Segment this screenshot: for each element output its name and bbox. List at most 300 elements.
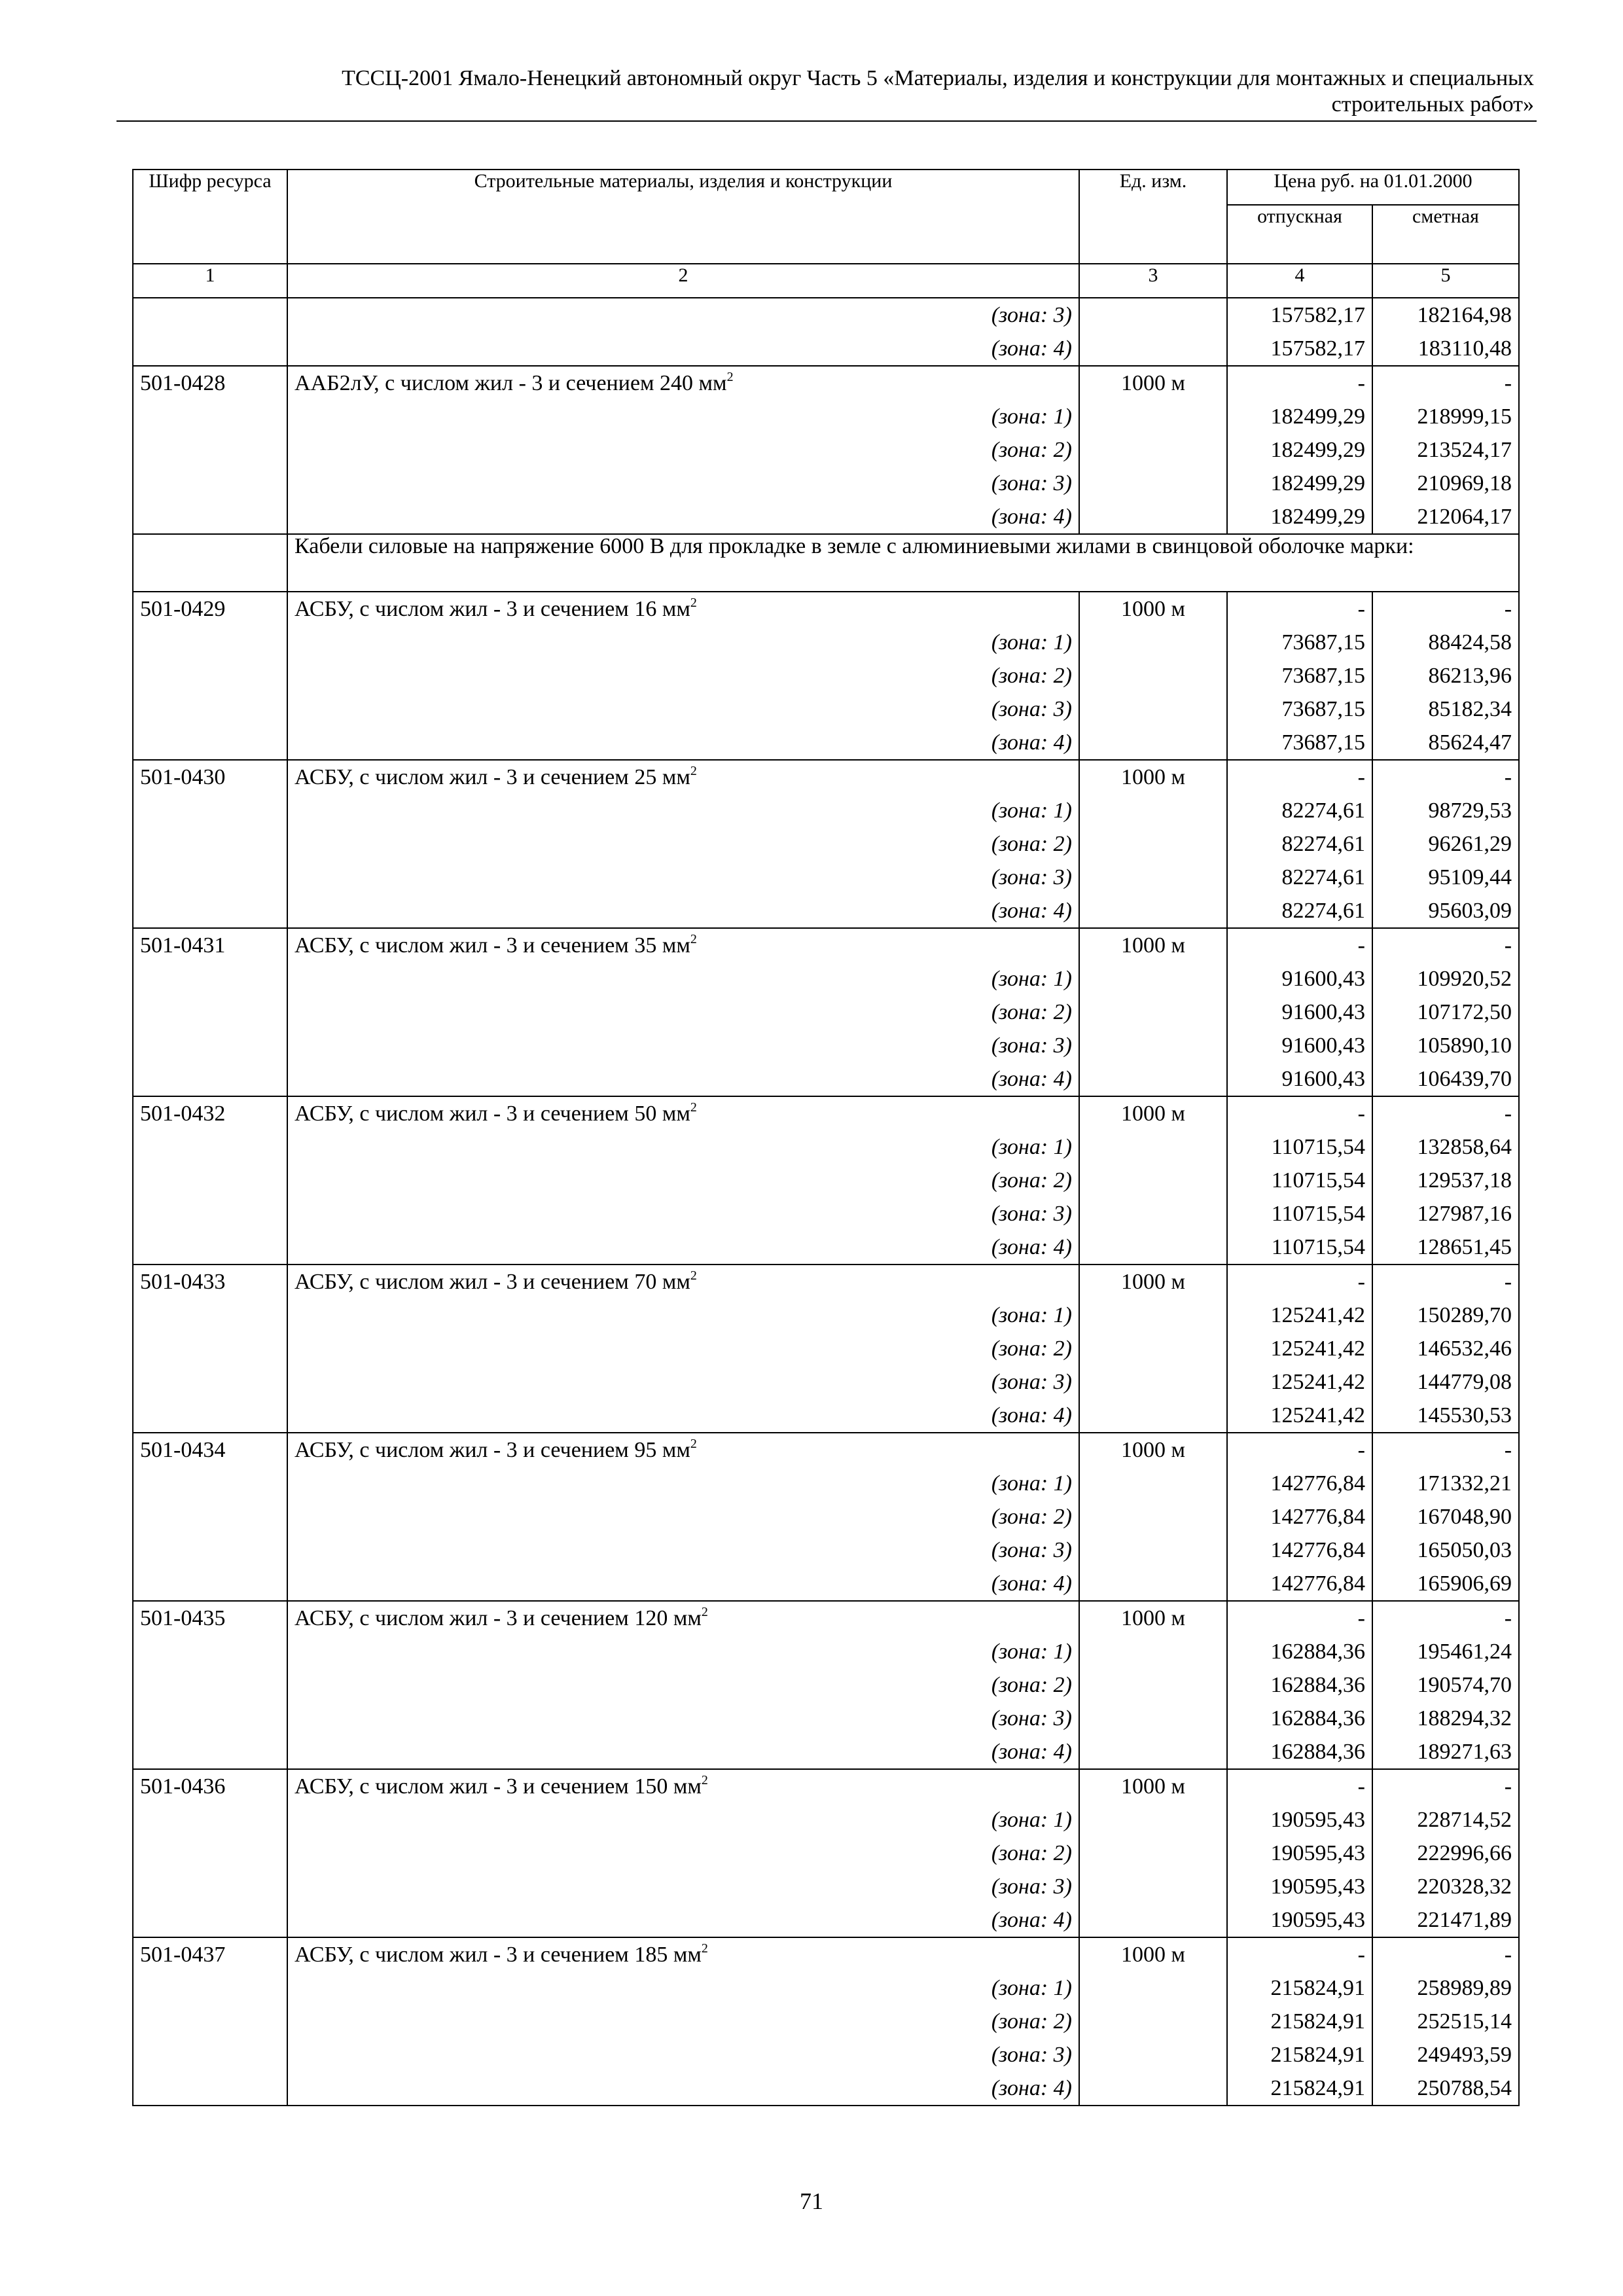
row-estimate-price: 252515,14 bbox=[1372, 2005, 1519, 2038]
row-code bbox=[133, 626, 287, 659]
row-code bbox=[133, 1803, 287, 1837]
row-release-price: 125241,42 bbox=[1227, 1365, 1372, 1399]
row-release-price: 110715,54 bbox=[1227, 1130, 1372, 1164]
table-row bbox=[133, 2005, 1519, 2038]
row-release-price: 190595,43 bbox=[1227, 1803, 1372, 1837]
row-estimate-price: 258989,89 bbox=[1372, 1971, 1519, 2005]
row-unit bbox=[1079, 1971, 1227, 2005]
row-unit bbox=[1079, 433, 1227, 467]
item-unit: 1000 м bbox=[1079, 928, 1227, 962]
item-name-text: АСБУ, с числом жил - 3 и сечением 70 мм bbox=[294, 1270, 690, 1294]
row-unit bbox=[1079, 1903, 1227, 1937]
row-zone: (зона: 3) bbox=[287, 1197, 1079, 1230]
item-name-superscript: 2 bbox=[690, 1437, 697, 1451]
row-unit bbox=[1079, 1467, 1227, 1500]
item-code: 501-0429 bbox=[133, 592, 287, 626]
item-code: 501-0435 bbox=[133, 1601, 287, 1635]
row-release-price: 73687,15 bbox=[1227, 626, 1372, 659]
row-zone: (зона: 4) bbox=[287, 2072, 1079, 2106]
table-row bbox=[133, 1567, 1519, 1601]
row-code bbox=[133, 1735, 287, 1769]
row-estimate-price: 105890,10 bbox=[1372, 1029, 1519, 1062]
row-code bbox=[133, 827, 287, 861]
row-zone: (зона: 2) bbox=[287, 1164, 1079, 1197]
table-row-item bbox=[133, 592, 1519, 626]
row-zone: (зона: 1) bbox=[287, 794, 1079, 827]
row-zone: (зона: 4) bbox=[287, 1399, 1079, 1433]
item-name-superscript: 2 bbox=[690, 764, 697, 778]
item-release-price: - bbox=[1227, 1096, 1372, 1130]
row-estimate-price: 150289,70 bbox=[1372, 1299, 1519, 1332]
item-name-superscript: 2 bbox=[690, 1100, 697, 1115]
table-row bbox=[133, 1870, 1519, 1903]
item-name-text: АСБУ, с числом жил - 3 и сечением 150 мм bbox=[294, 1774, 702, 1799]
running-header-line-2: строительных работ» bbox=[1331, 92, 1534, 117]
row-unit bbox=[1079, 332, 1227, 366]
table-row bbox=[133, 1467, 1519, 1500]
row-unit bbox=[1079, 1500, 1227, 1534]
row-code bbox=[133, 1332, 287, 1365]
item-release-price: - bbox=[1227, 1769, 1372, 1803]
item-release-price: - bbox=[1227, 928, 1372, 962]
row-estimate-price: 220328,32 bbox=[1372, 1870, 1519, 1903]
row-zone: (зона: 4) bbox=[287, 1062, 1079, 1096]
row-zone: (зона: 2) bbox=[287, 827, 1079, 861]
row-code bbox=[133, 1500, 287, 1534]
row-code bbox=[133, 1870, 287, 1903]
row-code bbox=[133, 1702, 287, 1735]
table-row-item bbox=[133, 928, 1519, 962]
item-release-price: - bbox=[1227, 1265, 1372, 1299]
row-release-price: 110715,54 bbox=[1227, 1197, 1372, 1230]
row-estimate-price: 129537,18 bbox=[1372, 1164, 1519, 1197]
row-zone: (зона: 3) bbox=[287, 1534, 1079, 1567]
row-release-price: 190595,43 bbox=[1227, 1903, 1372, 1937]
row-code bbox=[133, 1062, 287, 1096]
row-estimate-price: 146532,46 bbox=[1372, 1332, 1519, 1365]
page-number: 71 bbox=[800, 2188, 823, 2214]
item-release-price: - bbox=[1227, 366, 1372, 400]
row-zone: (зона: 1) bbox=[287, 400, 1079, 433]
col-header-code: Шифр ресурса bbox=[133, 170, 287, 264]
row-estimate-price: 189271,63 bbox=[1372, 1735, 1519, 1769]
row-unit bbox=[1079, 996, 1227, 1029]
item-unit: 1000 м bbox=[1079, 366, 1227, 400]
row-unit bbox=[1079, 1534, 1227, 1567]
item-unit: 1000 м bbox=[1079, 592, 1227, 626]
row-unit bbox=[1079, 1870, 1227, 1903]
col-number-4: 4 bbox=[1227, 264, 1372, 298]
row-zone: (зона: 2) bbox=[287, 433, 1079, 467]
item-name-text: АСБУ, с числом жил - 3 и сечением 95 мм bbox=[294, 1438, 690, 1462]
row-estimate-price: 195461,24 bbox=[1372, 1635, 1519, 1668]
item-name-text: АСБУ, с числом жил - 3 и сечением 25 мм bbox=[294, 765, 690, 789]
table-row bbox=[133, 1500, 1519, 1534]
item-name-superscript: 2 bbox=[690, 596, 697, 610]
row-zone: (зона: 3) bbox=[287, 1870, 1079, 1903]
row-unit bbox=[1079, 1635, 1227, 1668]
row-zone: (зона: 2) bbox=[287, 1668, 1079, 1702]
item-code: 501-0432 bbox=[133, 1096, 287, 1130]
row-estimate-price: 109920,52 bbox=[1372, 962, 1519, 996]
table-row bbox=[133, 1230, 1519, 1265]
item-name bbox=[287, 1601, 1079, 1635]
item-estimate-price: - bbox=[1372, 760, 1519, 794]
row-unit bbox=[1079, 1197, 1227, 1230]
row-estimate-price: 96261,29 bbox=[1372, 827, 1519, 861]
table-row bbox=[133, 726, 1519, 760]
item-release-price: - bbox=[1227, 1937, 1372, 1971]
row-code bbox=[133, 1365, 287, 1399]
table-row bbox=[133, 1299, 1519, 1332]
row-code bbox=[133, 1130, 287, 1164]
row-code bbox=[133, 861, 287, 894]
row-release-price: 182499,29 bbox=[1227, 433, 1372, 467]
row-unit bbox=[1079, 1803, 1227, 1837]
col-number-3: 3 bbox=[1079, 264, 1227, 298]
row-unit bbox=[1079, 962, 1227, 996]
row-zone: (зона: 3) bbox=[287, 2038, 1079, 2072]
row-release-price: 215824,91 bbox=[1227, 2038, 1372, 2072]
item-release-price: - bbox=[1227, 760, 1372, 794]
row-zone: (зона: 3) bbox=[287, 692, 1079, 726]
row-release-price: 73687,15 bbox=[1227, 692, 1372, 726]
table-row bbox=[133, 1668, 1519, 1702]
row-release-price: 215824,91 bbox=[1227, 2005, 1372, 2038]
row-unit bbox=[1079, 467, 1227, 500]
row-code bbox=[133, 1971, 287, 2005]
row-estimate-price: 128651,45 bbox=[1372, 1230, 1519, 1265]
row-zone: (зона: 2) bbox=[287, 1837, 1079, 1870]
row-release-price: 125241,42 bbox=[1227, 1332, 1372, 1365]
row-code bbox=[133, 2038, 287, 2072]
price-table-header bbox=[133, 170, 1519, 298]
item-code: 501-0430 bbox=[133, 760, 287, 794]
row-code bbox=[133, 1299, 287, 1332]
row-zone: (зона: 4) bbox=[287, 726, 1079, 760]
row-zone: (зона: 4) bbox=[287, 1230, 1079, 1265]
row-code bbox=[133, 500, 287, 534]
col-header-unit: Ед. изм. bbox=[1079, 170, 1227, 264]
row-release-price: 91600,43 bbox=[1227, 962, 1372, 996]
row-zone: (зона: 4) bbox=[287, 1735, 1079, 1769]
row-code bbox=[133, 794, 287, 827]
table-row bbox=[133, 433, 1519, 467]
price-table-body bbox=[133, 298, 1519, 2106]
table-row-item bbox=[133, 1601, 1519, 1635]
row-code bbox=[133, 433, 287, 467]
table-row bbox=[133, 467, 1519, 500]
item-name-superscript: 2 bbox=[690, 932, 697, 946]
row-code bbox=[133, 692, 287, 726]
row-unit bbox=[1079, 2072, 1227, 2106]
item-unit: 1000 м bbox=[1079, 1096, 1227, 1130]
row-estimate-price: 222996,66 bbox=[1372, 1837, 1519, 1870]
row-code bbox=[133, 1164, 287, 1197]
section-heading: Кабели силовые на напряжение 6000 В для прокладке в земле с алюминиевыми жилами в свинцовой оболочке марки: bbox=[287, 534, 1519, 592]
row-unit bbox=[1079, 1029, 1227, 1062]
price-table bbox=[132, 169, 1520, 2106]
item-code: 501-0431 bbox=[133, 928, 287, 962]
table-row bbox=[133, 1534, 1519, 1567]
running-header bbox=[118, 65, 1534, 118]
row-release-price: 190595,43 bbox=[1227, 1870, 1372, 1903]
row-code bbox=[133, 894, 287, 928]
row-unit bbox=[1079, 861, 1227, 894]
item-name-superscript: 2 bbox=[701, 1773, 708, 1787]
row-release-price: 91600,43 bbox=[1227, 1029, 1372, 1062]
table-row bbox=[133, 400, 1519, 433]
row-release-price: 215824,91 bbox=[1227, 1971, 1372, 2005]
item-estimate-price: - bbox=[1372, 1433, 1519, 1467]
table-row bbox=[133, 1837, 1519, 1870]
row-unit bbox=[1079, 1399, 1227, 1433]
table-row bbox=[133, 1903, 1519, 1937]
row-estimate-price: 190574,70 bbox=[1372, 1668, 1519, 1702]
row-code bbox=[133, 726, 287, 760]
row-unit bbox=[1079, 1130, 1227, 1164]
row-release-price: 182499,29 bbox=[1227, 467, 1372, 500]
row-code bbox=[133, 534, 287, 592]
row-code bbox=[133, 1197, 287, 1230]
row-zone: (зона: 1) bbox=[287, 1130, 1079, 1164]
row-estimate-price: 212064,17 bbox=[1372, 500, 1519, 534]
row-unit bbox=[1079, 1702, 1227, 1735]
table-row-item bbox=[133, 1433, 1519, 1467]
row-unit bbox=[1079, 1837, 1227, 1870]
row-estimate-price: 188294,32 bbox=[1372, 1702, 1519, 1735]
row-unit bbox=[1079, 1164, 1227, 1197]
row-zone: (зона: 4) bbox=[287, 1567, 1079, 1601]
item-name bbox=[287, 1265, 1079, 1299]
item-estimate-price: - bbox=[1372, 1601, 1519, 1635]
table-row bbox=[133, 794, 1519, 827]
row-release-price: 82274,61 bbox=[1227, 861, 1372, 894]
row-unit bbox=[1079, 1062, 1227, 1096]
row-estimate-price: 86213,96 bbox=[1372, 659, 1519, 692]
row-code bbox=[133, 1903, 287, 1937]
col-number-5: 5 bbox=[1372, 264, 1519, 298]
row-release-price: 162884,36 bbox=[1227, 1668, 1372, 1702]
table-row bbox=[133, 1130, 1519, 1164]
row-code bbox=[133, 1567, 287, 1601]
row-release-price: 162884,36 bbox=[1227, 1635, 1372, 1668]
row-estimate-price: 95109,44 bbox=[1372, 861, 1519, 894]
row-unit bbox=[1079, 298, 1227, 332]
row-release-price: 73687,15 bbox=[1227, 726, 1372, 760]
row-release-price: 157582,17 bbox=[1227, 332, 1372, 366]
table-row bbox=[133, 962, 1519, 996]
table-row bbox=[133, 659, 1519, 692]
item-code: 501-0428 bbox=[133, 366, 287, 400]
row-unit bbox=[1079, 2005, 1227, 2038]
row-code bbox=[133, 2072, 287, 2106]
row-estimate-price: 132858,64 bbox=[1372, 1130, 1519, 1164]
row-zone: (зона: 3) bbox=[287, 1702, 1079, 1735]
row-unit bbox=[1079, 626, 1227, 659]
table-row bbox=[133, 894, 1519, 928]
row-code bbox=[133, 1467, 287, 1500]
row-unit bbox=[1079, 1230, 1227, 1265]
table-row bbox=[133, 500, 1519, 534]
row-estimate-price: 88424,58 bbox=[1372, 626, 1519, 659]
row-unit bbox=[1079, 400, 1227, 433]
row-estimate-price: 171332,21 bbox=[1372, 1467, 1519, 1500]
row-unit bbox=[1079, 2038, 1227, 2072]
table-row bbox=[133, 1635, 1519, 1668]
item-code: 501-0437 bbox=[133, 1937, 287, 1971]
row-unit bbox=[1079, 1299, 1227, 1332]
item-name-superscript: 2 bbox=[726, 370, 734, 384]
table-row-item bbox=[133, 1265, 1519, 1299]
item-name bbox=[287, 366, 1079, 400]
table-row bbox=[133, 996, 1519, 1029]
row-zone: (зона: 1) bbox=[287, 1299, 1079, 1332]
row-zone: (зона: 3) bbox=[287, 861, 1079, 894]
row-zone: (зона: 3) bbox=[287, 1029, 1079, 1062]
row-unit bbox=[1079, 894, 1227, 928]
item-unit: 1000 м bbox=[1079, 1937, 1227, 1971]
row-zone: (зона: 2) bbox=[287, 659, 1079, 692]
item-name-superscript: 2 bbox=[690, 1268, 697, 1283]
item-name-text: АСБУ, с числом жил - 3 и сечением 16 мм bbox=[294, 597, 690, 621]
row-estimate-price: 98729,53 bbox=[1372, 794, 1519, 827]
row-release-price: 110715,54 bbox=[1227, 1164, 1372, 1197]
row-estimate-price: 144779,08 bbox=[1372, 1365, 1519, 1399]
table-row-item bbox=[133, 1096, 1519, 1130]
row-zone: (зона: 1) bbox=[287, 962, 1079, 996]
row-release-price: 91600,43 bbox=[1227, 1062, 1372, 1096]
row-release-price: 142776,84 bbox=[1227, 1534, 1372, 1567]
item-estimate-price: - bbox=[1372, 1769, 1519, 1803]
item-name bbox=[287, 928, 1079, 962]
row-estimate-price: 221471,89 bbox=[1372, 1903, 1519, 1937]
row-zone: (зона: 1) bbox=[287, 1635, 1079, 1668]
row-unit bbox=[1079, 1332, 1227, 1365]
table-row bbox=[133, 2072, 1519, 2106]
row-unit bbox=[1079, 692, 1227, 726]
item-name bbox=[287, 760, 1079, 794]
table-row-item bbox=[133, 760, 1519, 794]
row-code bbox=[133, 332, 287, 366]
row-release-price: 73687,15 bbox=[1227, 659, 1372, 692]
row-unit bbox=[1079, 726, 1227, 760]
row-release-price: 142776,84 bbox=[1227, 1467, 1372, 1500]
row-code bbox=[133, 962, 287, 996]
row-zone: (зона: 1) bbox=[287, 1467, 1079, 1500]
table-row-item bbox=[133, 1937, 1519, 1971]
item-unit: 1000 м bbox=[1079, 1601, 1227, 1635]
row-estimate-price: 165906,69 bbox=[1372, 1567, 1519, 1601]
row-estimate-price: 85182,34 bbox=[1372, 692, 1519, 726]
col-header-name: Строительные материалы, изделия и конструкции bbox=[287, 170, 1079, 264]
row-code bbox=[133, 659, 287, 692]
row-zone: (зона: 2) bbox=[287, 1500, 1079, 1534]
row-release-price: 142776,84 bbox=[1227, 1567, 1372, 1601]
row-code bbox=[133, 467, 287, 500]
row-release-price: 82274,61 bbox=[1227, 827, 1372, 861]
row-zone: (зона: 1) bbox=[287, 1971, 1079, 2005]
row-release-price: 182499,29 bbox=[1227, 400, 1372, 433]
item-name bbox=[287, 1433, 1079, 1467]
row-code bbox=[133, 1029, 287, 1062]
row-unit bbox=[1079, 1567, 1227, 1601]
table-row bbox=[133, 1971, 1519, 2005]
table-row bbox=[133, 626, 1519, 659]
row-release-price: 162884,36 bbox=[1227, 1702, 1372, 1735]
row-release-price: 162884,36 bbox=[1227, 1735, 1372, 1769]
item-name-text: АСБУ, с числом жил - 3 и сечением 50 мм bbox=[294, 1102, 690, 1126]
row-release-price: 142776,84 bbox=[1227, 1500, 1372, 1534]
table-row-item bbox=[133, 366, 1519, 400]
row-zone: (зона: 4) bbox=[287, 500, 1079, 534]
row-estimate-price: 107172,50 bbox=[1372, 996, 1519, 1029]
item-unit: 1000 м bbox=[1079, 1769, 1227, 1803]
table-row bbox=[133, 1029, 1519, 1062]
row-release-price: 182499,29 bbox=[1227, 500, 1372, 534]
item-estimate-price: - bbox=[1372, 366, 1519, 400]
row-release-price: 125241,42 bbox=[1227, 1399, 1372, 1433]
row-code bbox=[133, 1668, 287, 1702]
table-row bbox=[133, 2038, 1519, 2072]
row-estimate-price: 85624,47 bbox=[1372, 726, 1519, 760]
row-estimate-price: 228714,52 bbox=[1372, 1803, 1519, 1837]
row-estimate-price: 127987,16 bbox=[1372, 1197, 1519, 1230]
row-estimate-price: 165050,03 bbox=[1372, 1534, 1519, 1567]
row-release-price: 125241,42 bbox=[1227, 1299, 1372, 1332]
row-zone: (зона: 3) bbox=[287, 1365, 1079, 1399]
item-unit: 1000 м bbox=[1079, 1433, 1227, 1467]
row-estimate-price: 218999,15 bbox=[1372, 400, 1519, 433]
row-unit bbox=[1079, 500, 1227, 534]
row-release-price: 110715,54 bbox=[1227, 1230, 1372, 1265]
table-row bbox=[133, 1702, 1519, 1735]
table-row bbox=[133, 298, 1519, 332]
row-release-price: 215824,91 bbox=[1227, 2072, 1372, 2106]
row-estimate-price: 182164,98 bbox=[1372, 298, 1519, 332]
row-unit bbox=[1079, 794, 1227, 827]
row-zone: (зона: 4) bbox=[287, 894, 1079, 928]
table-row bbox=[133, 861, 1519, 894]
row-estimate-price: 250788,54 bbox=[1372, 2072, 1519, 2106]
row-unit bbox=[1079, 659, 1227, 692]
row-release-price: 157582,17 bbox=[1227, 298, 1372, 332]
row-zone: (зона: 3) bbox=[287, 467, 1079, 500]
row-estimate-price: 249493,59 bbox=[1372, 2038, 1519, 2072]
item-name-text: ААБ2лУ, с числом жил - 3 и сечением 240 мм bbox=[294, 371, 727, 395]
row-zone: (зона: 2) bbox=[287, 2005, 1079, 2038]
row-code bbox=[133, 400, 287, 433]
row-code bbox=[133, 298, 287, 332]
row-code bbox=[133, 1635, 287, 1668]
item-name-text: АСБУ, с числом жил - 3 и сечением 35 мм bbox=[294, 933, 690, 958]
item-estimate-price: - bbox=[1372, 1265, 1519, 1299]
row-code bbox=[133, 1534, 287, 1567]
item-release-price: - bbox=[1227, 1601, 1372, 1635]
row-estimate-price: 106439,70 bbox=[1372, 1062, 1519, 1096]
col-header-estimate-price: сметная bbox=[1372, 205, 1519, 264]
item-estimate-price: - bbox=[1372, 1937, 1519, 1971]
item-name bbox=[287, 1096, 1079, 1130]
col-header-price-group: Цена руб. на 01.01.2000 bbox=[1227, 170, 1519, 205]
table-row bbox=[133, 1399, 1519, 1433]
table-row bbox=[133, 1164, 1519, 1197]
table-row-item bbox=[133, 1769, 1519, 1803]
row-code bbox=[133, 996, 287, 1029]
item-estimate-price: - bbox=[1372, 592, 1519, 626]
row-estimate-price: 95603,09 bbox=[1372, 894, 1519, 928]
table-row bbox=[133, 1365, 1519, 1399]
